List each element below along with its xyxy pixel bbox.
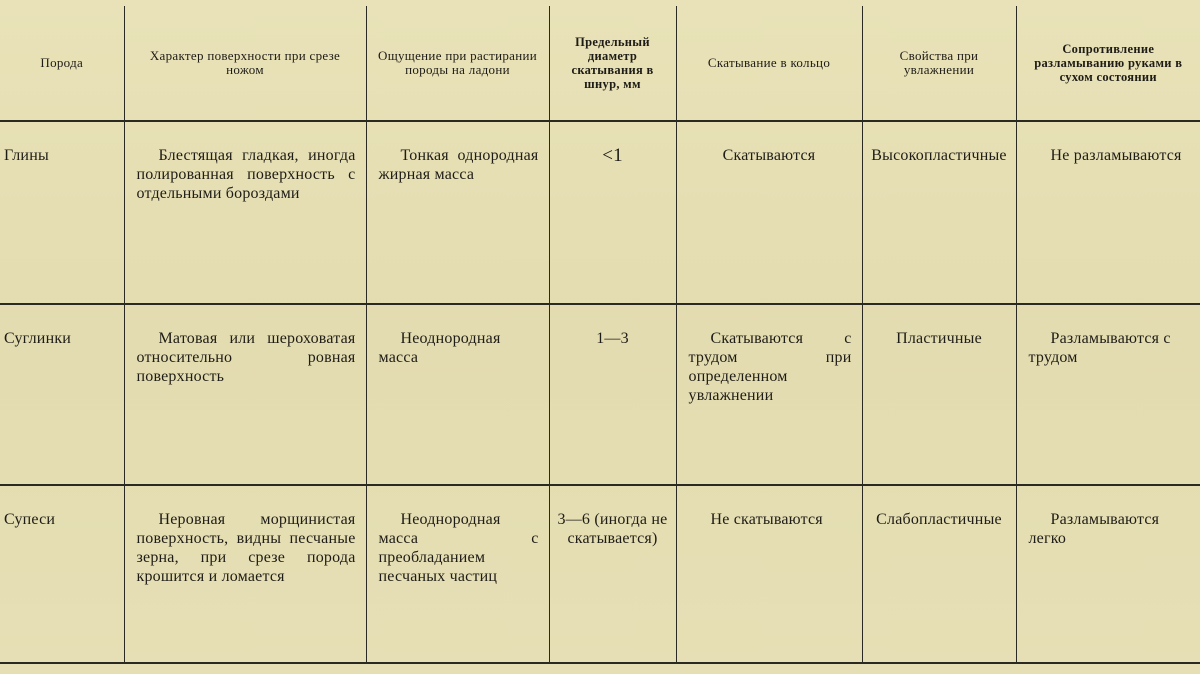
cell-feel: Неоднородная масса	[366, 304, 549, 485]
cell-ring: Скатываются	[676, 121, 862, 304]
cell-feel: Неоднородная масса с преобладанием песчаных частиц	[366, 485, 549, 663]
cell-surface: Неровная морщинистая поверхность, видны песчаные зерна, при срезе порода крошится и ломается	[124, 485, 366, 663]
cell-surface: Матовая или шероховатая относительно ровная поверхность	[124, 304, 366, 485]
cell-rock-name: Супеси	[0, 485, 124, 663]
header-roll-diameter: Предельный диаметр скатывания в шнур, мм	[549, 6, 676, 121]
cell-resistance: Не разламываются	[1016, 121, 1200, 304]
cell-surface: Блестящая гладкая, иногда полированная поверхность с отдельными бороздами	[124, 121, 366, 304]
table-row	[0, 304, 1200, 485]
cell-ring: Не скатываются	[676, 485, 862, 663]
table-row	[0, 485, 1200, 663]
cell-wet: Пластичные	[862, 304, 1016, 485]
header-palm-feel: Ощущение при растирании породы на ладони	[366, 6, 549, 121]
cell-ring: Скатываются с трудом при определенном увлажнении	[676, 304, 862, 485]
table-header-row	[0, 6, 1200, 121]
cell-wet: Высокопластичные	[862, 121, 1016, 304]
cell-rock-name: Суглинки	[0, 304, 124, 485]
header-dry-resistance: Сопротивление разламыванию руками в сухом состоянии	[1016, 6, 1200, 121]
header-ring-rolling: Скатывание в кольцо	[676, 6, 862, 121]
soil-identification-table	[0, 6, 1200, 664]
header-surface-cut: Характер поверхности при срезе ножом	[124, 6, 366, 121]
cell-diameter: 3—6 (иногда не скатывается)	[549, 485, 676, 663]
cell-diameter: <1	[549, 121, 676, 304]
cell-rock-name: Глины	[0, 121, 124, 304]
header-rock-type: Порода	[0, 6, 124, 121]
cell-diameter: 1—3	[549, 304, 676, 485]
cell-feel: Тонкая однородная жирная масса	[366, 121, 549, 304]
cell-resistance: Разламываются с трудом	[1016, 304, 1200, 485]
cell-wet: Слабопластичные	[862, 485, 1016, 663]
table-row	[0, 121, 1200, 304]
header-wet-properties: Свойства при увлажнении	[862, 6, 1016, 121]
cell-resistance: Разламываются легко	[1016, 485, 1200, 663]
